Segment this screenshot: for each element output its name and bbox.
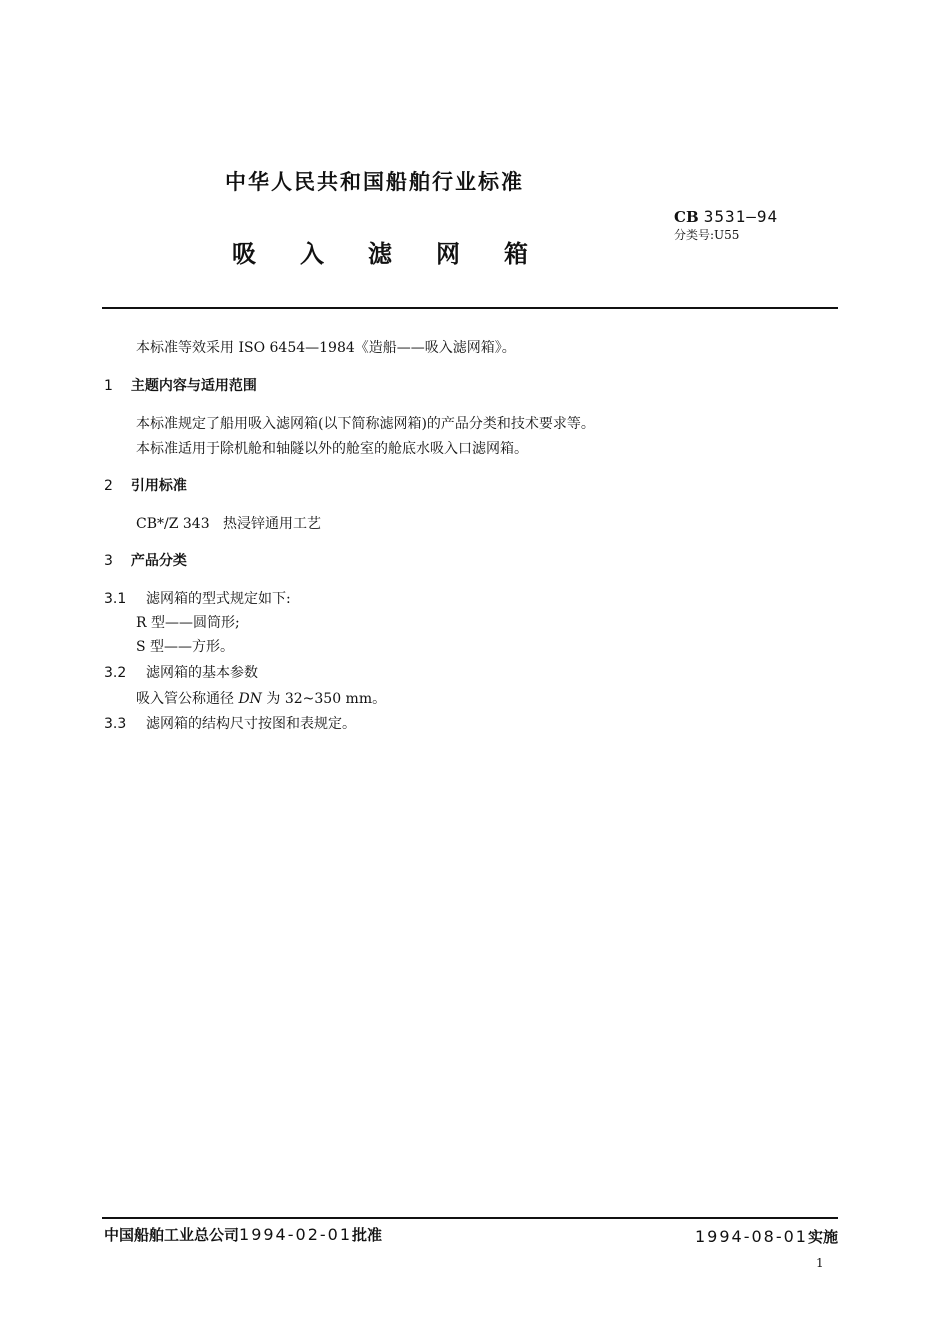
section-heading-3 xyxy=(104,552,187,570)
list-item: S 型——方形。 xyxy=(136,639,235,655)
effective-label: 实施 xyxy=(807,1228,838,1246)
section-heading-1 xyxy=(104,377,257,395)
page-number: 1 xyxy=(816,1256,824,1270)
subsection-text: 滤网箱的基本参数 xyxy=(146,665,258,681)
section-1-paragraph-2: 本标准适用于除机舱和轴隧以外的舱室的舱底水吸入口滤网箱。 xyxy=(136,441,528,457)
approval-line xyxy=(104,1224,382,1245)
section-title: 主题内容与适用范围 xyxy=(130,378,257,394)
subsection-3-1 xyxy=(104,590,291,608)
subsection-text: 滤网箱的型式规定如下: xyxy=(146,591,291,607)
issuer: 中国船舶工业总公司 xyxy=(104,1226,240,1244)
subsection-number: 3.3 xyxy=(104,716,127,732)
detail-post: 为 32~350 mm。 xyxy=(261,691,387,707)
footer-divider xyxy=(102,1217,838,1219)
list-item: R 型——圆筒形; xyxy=(136,615,240,631)
section-number: 2 xyxy=(104,478,113,494)
effective-date: 1994-08-01 xyxy=(695,1227,808,1246)
standard-code-prefix: CB xyxy=(674,208,699,226)
section-title: 引用标准 xyxy=(130,478,187,494)
subsection-number: 3.2 xyxy=(104,665,127,681)
detail-pre: 吸入管公称通径 xyxy=(136,691,239,707)
subsection-number: 3.1 xyxy=(104,591,127,607)
standard-code xyxy=(674,207,778,226)
preamble: 本标准等效采用 ISO 6454—1984《造船——吸入滤网箱》。 xyxy=(136,340,516,356)
approval-label: 批准 xyxy=(352,1226,383,1244)
standard-title: 中华人民共和国船舶行业标准 xyxy=(225,170,524,194)
referenced-standard: CB*/Z 343 热浸锌通用工艺 xyxy=(136,516,321,532)
document-title: 吸入滤网箱 xyxy=(232,240,572,268)
section-number: 3 xyxy=(104,553,113,569)
standard-code-number: 3531—94 xyxy=(703,207,779,226)
section-1-paragraph-1: 本标准规定了船用吸入滤网箱(以下简称滤网箱)的产品分类和技术要求等。 xyxy=(136,416,595,432)
subsection-text: 滤网箱的结构尺寸按图和表规定。 xyxy=(146,716,356,732)
effective-line xyxy=(695,1226,838,1247)
approval-date: 1994-02-01 xyxy=(239,1225,352,1244)
detail-variable: DN xyxy=(238,691,262,707)
subsection-3-2-detail xyxy=(136,690,386,708)
section-heading-2 xyxy=(104,477,187,495)
header-divider xyxy=(102,307,838,309)
classification-number: 分类号:U55 xyxy=(674,228,740,242)
section-title: 产品分类 xyxy=(130,553,187,569)
subsection-3-3 xyxy=(104,715,356,733)
section-number: 1 xyxy=(104,378,113,394)
subsection-3-2 xyxy=(104,664,258,682)
